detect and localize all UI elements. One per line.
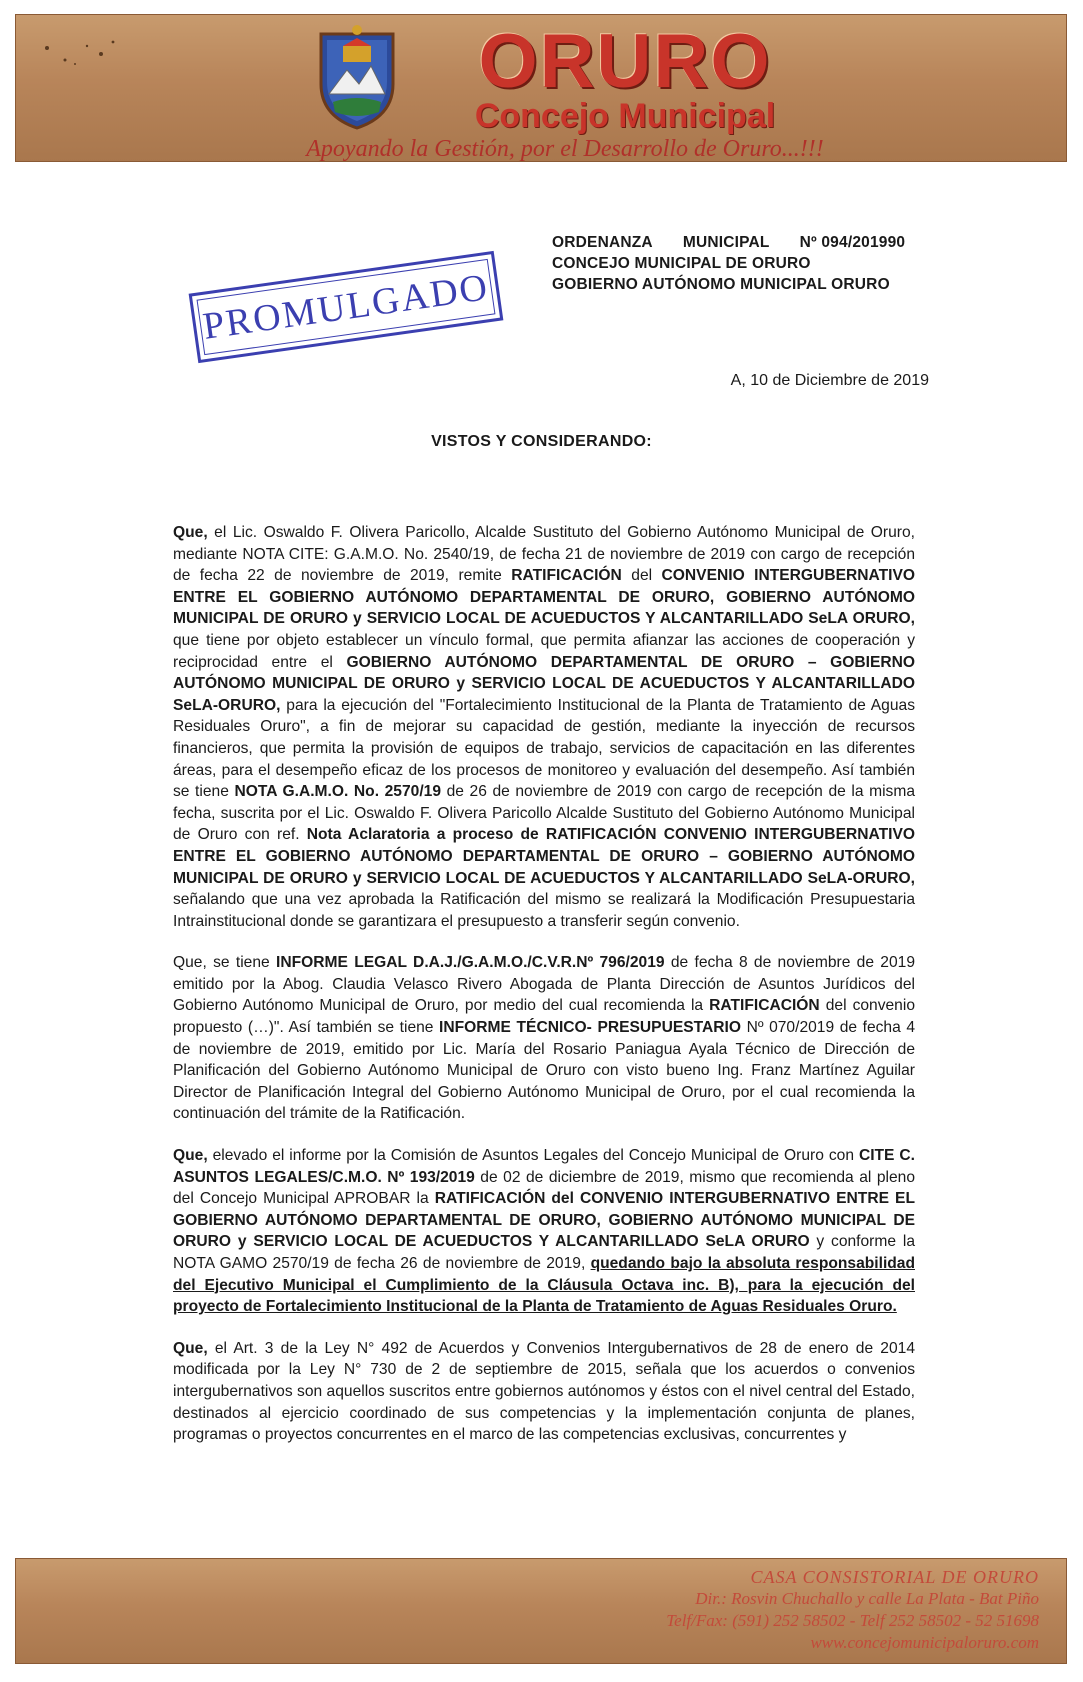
ordinance-label: ORDENANZA — [552, 234, 653, 251]
p1-s3: RATIFICACIÓN — [511, 567, 622, 585]
p2-s4: RATIFICACIÓN — [709, 997, 820, 1015]
p1-s11: Nota Aclaratoria a proceso de RATIFICACIÓN CONVENIO INTERGUBERNATIVO ENTRE EL GOBIERNO AUTÓNOMO DEPARTAMENTAL DE ORURO – GOBIERNO AUTÓNOMO MUNICIPAL DE ORURO y SERVICIO LOCAL DE ACUEDUCTOS Y ALCANTARILLADO SeLA-ORURO, — [173, 826, 915, 887]
promulgado-stamp — [189, 251, 504, 363]
section-title: VISTOS Y CONSIDERANDO: — [431, 433, 652, 450]
p3-s4: de 02 de diciembre de 2019, mismo que recomienda al pleno del Concejo Municipal APROBAR la — [173, 1168, 916, 1208]
brand-title: ORURO — [478, 19, 772, 104]
footer-line-3: Telf/Fax: (591) 252 58502 - Telf 252 58502 - 52 51698 — [666, 1611, 1039, 1630]
p3-s7: quedando bajo la absoluta responsabilidad del Ejecutivo Municipal el Cumplimiento de la Cláusula Octava inc. B), para la ejecución del proyecto de Fortalecimiento Institucional de la Planta de Tratamiento de Aguas Residuales Oruro. — [173, 1255, 915, 1316]
ordinance-number: Nº 094/201990 — [799, 234, 906, 251]
paragraph-2 — [173, 952, 915, 1125]
p1-s5: CONVENIO INTERGUBERNATIVO ENTRE EL GOBIERNO AUTÓNOMO DEPARTAMENTAL DE ORURO, GOBIERNO AUTÓNOMO MUNICIPAL DE ORURO y SERVICIO LOCAL DE ACUEDUCTOS Y ALCANTARILLADO SeLA ORURO, — [173, 567, 915, 628]
paragraph-1 — [173, 522, 915, 932]
footer-contact — [666, 1566, 1039, 1654]
p1-s9: NOTA G.A.M.O. No. 2570/19 — [234, 783, 441, 801]
paragraph-4 — [173, 1338, 915, 1446]
p2-s6: INFORME TÉCNICO- PRESUPUESTARIO — [439, 1019, 741, 1037]
government-name: GOBIERNO AUTÓNOMO MUNICIPAL ORURO — [552, 276, 890, 293]
document-date: A, 10 de Diciembre de 2019 — [730, 372, 929, 389]
municipal-label: MUNICIPAL — [682, 234, 770, 251]
stamp-text: PROMULGADO — [197, 259, 496, 355]
ordinance-number-row — [552, 232, 972, 253]
p4-s1: Que, — [173, 1339, 208, 1357]
footer-line-1: CASA CONSISTORIAL DE ORURO — [750, 1567, 1039, 1587]
council-name: CONCEJO MUNICIPAL DE ORURO — [552, 255, 811, 272]
document-body — [173, 522, 915, 1466]
p1-s12: señalando que una vez aprobada la Ratificación del mismo se realizará la Modificación Presupuestaria Intrainstitucional donde se garantizara el presupuesto a transferir según convenio. — [173, 891, 915, 930]
ordinance-header — [552, 232, 972, 295]
p2-s7: Nº 070/2019 de fecha 4 de noviembre de 2019, emitido por Lic. María del Rosario Paniagua Ayala Técnico de Dirección de Planificación del Gobierno Autónomo Municipal de Oruro con visto bueno Ing. Franz Martínez Aguilar Director de Planificación Integral del Gobierno Autónomo Municipal de Oruro, por el cual recomienda la continuación del trámite de la Ratificación. — [173, 1019, 915, 1123]
p3-s3: CITE C. ASUNTOS LEGALES/C.M.O. Nº 193/2019 — [173, 1147, 915, 1186]
footer-banner — [15, 1558, 1067, 1664]
p2-s2: INFORME LEGAL D.A.J./G.A.M.O./C.V.R.Nº 796/2019 — [276, 954, 665, 972]
p1-s1: Que, — [173, 524, 208, 541]
p1-s6: que tiene por objeto establecer un vínculo formal, que permita afianzar las acciones de cooperación y reciprocidad entre el — [173, 631, 915, 671]
p4-s2: el Art. 3 de la Ley N° 492 de Acuerdos y Convenios Intergubernativos de 28 de enero de 2014 modificada por la Ley N° 730 de 2 de septiembre de 2015, señala que los acuerdos o convenios intergubernativos son aquellos suscritos entre gobiernos autónomos y éstos con el nivel central del Estado, destinados al ejercicio coordinado de sus competencias y la implementación conjunta de planes, programas o proyectos concurrentes en el marco de las competencias exclusivas, concurrentes y — [173, 1339, 915, 1444]
p3-s6: y conforme la NOTA GAMO 2570/19 de fecha 26 de noviembre de 2019, — [173, 1233, 915, 1272]
brand-subtitle: Concejo Municipal — [474, 97, 776, 135]
p2-s5: del convenio propuesto (…)". Así también se tiene — [173, 997, 915, 1037]
p1-s8: para la ejecución del "Fortalecimiento Institucional de la Planta de Tratamiento de Aguas Residuales Oruro", a fin de mejorar su capacidad de gestión, mediante la inyección de recursos financieros, que permita la provisión de equipos de trabajo, servicios de capacitación en las diferentes áreas, para el desempeño eficaz de los procesos de monitoreo y evaluación del desempeño. Así también se tiene — [173, 696, 915, 801]
header-banner — [15, 14, 1067, 162]
p3-s2: elevado el informe por la Comisión de Asuntos Legales del Concejo Municipal de Oruro con — [207, 1147, 859, 1165]
oruro-crest-icon — [313, 24, 401, 132]
scan-specks — [35, 34, 155, 74]
p3-s5: RATIFICACIÓN del CONVENIO INTERGUBERNATIVO ENTRE EL GOBIERNO AUTÓNOMO DEPARTAMENTAL DE ORURO, GOBIERNO AUTÓNOMO MUNICIPAL DE ORURO y SERVICIO LOCAL DE ACUEDUCTOS Y ALCANTARILLADO SeLA ORURO — [173, 1190, 915, 1251]
p1-s2: el Lic. Oswaldo F. Olivera Paricollo, Alcalde Sustituto del Gobierno Autónomo Municipal de Oruro, mediante NOTA CITE: G.A.M.O. No. 2540/19, de fecha 21 de noviembre de 2019 con cargo de recepción de fecha 22 de noviembre de 2019, remite — [173, 524, 915, 585]
p2-s3: de fecha 8 de noviembre de 2019 emitido por la Abog. Claudia Velasco Rivero Abogada de Planta Dirección de Asuntos Jurídicos del Gobierno Autónomo Municipal de Oruro, por medio del cual recomienda la — [173, 954, 915, 1015]
paragraph-3 — [173, 1145, 915, 1318]
p1-s7: GOBIERNO AUTÓNOMO DEPARTAMENTAL DE ORURO – GOBIERNO AUTÓNOMO MUNICIPAL DE ORURO y SERVICIO LOCAL DE ACUEDUCTOS Y ALCANTARILLADO SeLA-ORURO, — [173, 653, 916, 714]
footer-line-4: www.concejomunicipaloruro.com — [810, 1633, 1039, 1652]
p2-s1: Que, se tiene — [173, 954, 276, 972]
p1-s4: del — [621, 567, 662, 585]
brand-slogan: Apoyando la Gestión, por el Desarrollo de Oruro...!!! — [306, 136, 824, 162]
p1-s10: de 26 de noviembre de 2019 con cargo de recepción de la misma fecha, suscrita por el Lic. Oswaldo F. Olivera Paricollo Alcalde Sustituto del Gobierno Autónomo Municipal de Oruro con ref. — [173, 783, 916, 844]
footer-line-2: Dir.: Rosvin Chuchallo y calle La Plata - Bat Piño — [695, 1589, 1039, 1608]
p3-s1: Que, — [173, 1147, 208, 1165]
